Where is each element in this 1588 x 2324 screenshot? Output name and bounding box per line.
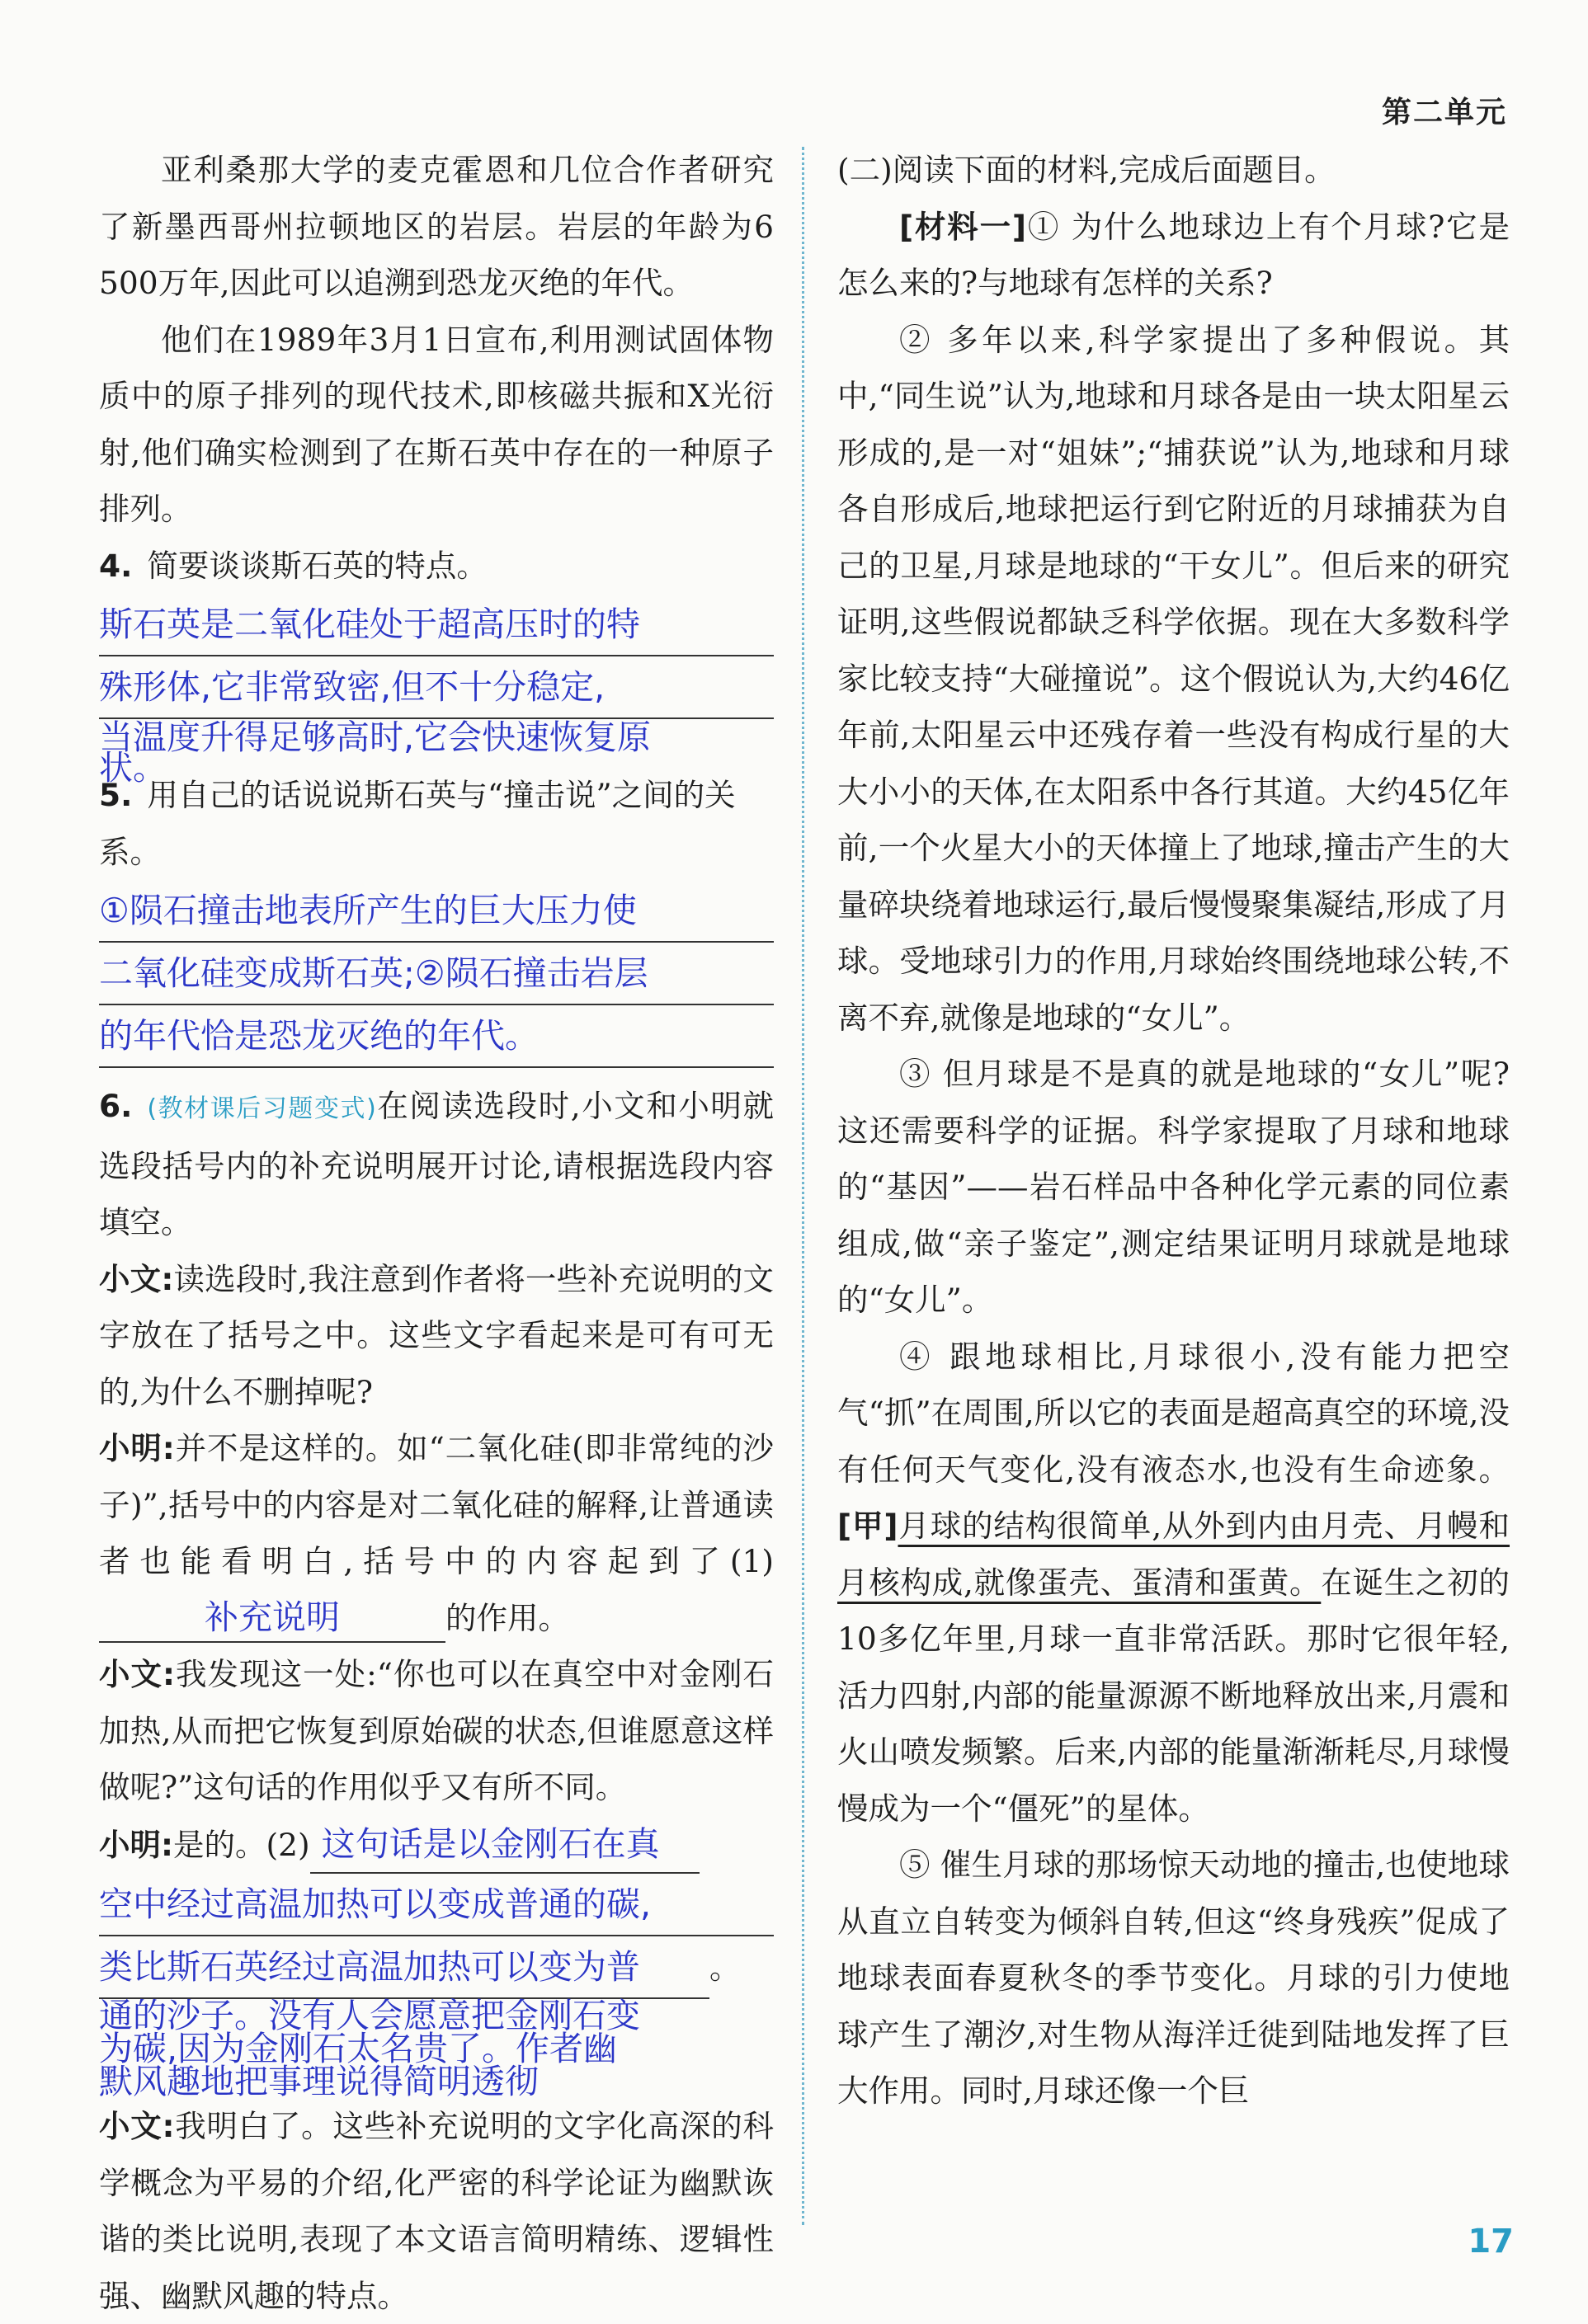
material-paragraph-5: ⑤ 催生月球的那场惊天动地的撞击,也使地球从直立自转变为倾斜自转,但这“终身残疾”促成了地球表面春夏秋冬的季节变化。月球的引力使地球产生了潮汐,对生物从海洋迁徙到陆地发挥了巨大作用。同时,月球还像一个巨: [837, 1846, 1510, 2109]
blank-2-line-1[interactable]: 这句话是以金刚石在真: [310, 1816, 700, 1875]
left-column: [99, 142, 774, 2324]
dialogue-text: 并不是这样的。如“二氧化硅(即非常纯的沙子)”,括号中的内容是对二氧化硅的解释,让普通读者也能看明白,括号中的内容起到了(1): [99, 1430, 774, 1579]
answer-line[interactable]: 殊形体,它非常致密,但不十分稳定,: [99, 656, 774, 719]
material-1-label: [材料一]: [899, 208, 1027, 245]
right-column: [837, 142, 1510, 2119]
answer-line[interactable]: 当温度升得足够高时,它会快速恢复原: [99, 717, 652, 757]
unit-header: 第二单元: [1381, 96, 1507, 129]
question-6: [99, 1078, 774, 2324]
page-number: 17: [1468, 2223, 1514, 2260]
answer-line[interactable]: 的年代恰是恐龙灭绝的年代。: [99, 1005, 774, 1068]
material-paragraph-1: ① 为什么地球边上有个月球?它是怎么来的?与地球有怎样的关系?: [837, 208, 1510, 301]
question-4: [99, 538, 774, 788]
answer-line[interactable]: ①陨石撞击地表所产生的巨大压力使: [99, 880, 774, 943]
column-divider: [802, 147, 804, 2225]
material-paragraph-4b: 在诞生之初的10多亿年里,月球一直非常活跃。那时它很年轻,活力四射,内部的能量源源不断地释放出来,月震和火山喷发频繁。后来,内部的能量渐渐耗尽,月球慢慢成为一个“僵死”的星体。: [837, 1564, 1510, 1827]
blank-1[interactable]: 补充说明: [99, 1593, 445, 1643]
dialogue-text: 我明白了。这些补充说明的文字化高深的科学概念为平易的介绍,化严密的科学论证为幽默诙谐的类比说明,表现了本文语言简明精练、逻辑性强、幽默风趣的特点。: [99, 2108, 775, 2314]
passage-paragraph-1: 亚利桑那大学的麦克霍恩和几位合作者研究了新墨西哥州拉顿地区的岩层。岩层的年龄为6 500万年,因此可以追溯到恐龙灭绝的年代。: [99, 152, 774, 301]
mark-jia: [甲]: [837, 1508, 898, 1544]
blank-2-line[interactable]: 空中经过高温加热可以变成普通的碳,: [99, 1874, 774, 1936]
material-paragraph-3: ③ 但月球是不是真的就是地球的“女儿”呢?这还需要科学的证据。科学家提取了月球和地球的“基因”——岩石样品中各种化学元素的同位素组成,做“亲子鉴定”,测定结果证明月球就是地球的“女儿”。: [837, 1056, 1510, 1318]
material-paragraph-2: ② 多年以来,科学家提出了多种假说。其中,“同生说”认为,地球和月球各是由一块太阳星云形成的,是一对“姐妹”;“捕获说”认为,地球和月球各自形成后,地球把运行到它附近的月球捕获为自己的卫星,月球是地球的“干女儿”。但后来的研究证明,这些假说都缺乏科学依据。现在大多数科学家比较支持“大碰撞说”。这个假说认为,大约46亿年前,太阳星云中还残存着一些没有构成行星的大大小小的天体,在太阳系中各行其道。大约45亿年前,一个火星大小的天体撞上了地球,撞击产生的大量碎块绕着地球运行,最后慢慢聚集凝结,形成了月球。受地球引力的作用,月球始终围绕地球公转,不离不弃,就像是地球的“女儿”。: [837, 321, 1510, 1036]
question-text: 用自己的话说说斯石英与“撞击说”之间的关系。: [99, 777, 736, 870]
answer-line[interactable]: 斯石英是二氧化硅处于超高压时的特: [99, 594, 774, 656]
dialogue-end: 。: [709, 1950, 741, 1986]
blank-2-line[interactable]: 类比斯石英经过高温加热可以变为普: [99, 1936, 709, 1999]
answer-line[interactable]: 状。: [99, 748, 167, 788]
section-intro: (二)阅读下面的材料,完成后面题目。: [837, 152, 1336, 188]
speaker-xiaoming: 小明:: [99, 1826, 173, 1863]
blank-2-line[interactable]: 通的沙子。没有人会愿意把金刚石变: [99, 1996, 640, 2035]
dialogue-text: 的作用。: [445, 1599, 569, 1636]
question-number: 4.: [99, 547, 133, 584]
question-number: 5.: [99, 777, 133, 813]
underlined-sentence-jia: 月球的结构很简单,从外到内由月壳、月幔和月核构成,就像蛋壳、蛋清和蛋黄。: [837, 1508, 1510, 1601]
speaker-xiaowen: 小文:: [99, 2108, 175, 2144]
question-tag: (教材课后习题变式): [147, 1094, 376, 1123]
question-text: 在阅读选段时,小文和小明就选段括号内的补充说明展开讨论,请根据选段内容填空。: [99, 1088, 774, 1240]
blank-2-line[interactable]: 为碳,因为金刚石太名贵了。作者幽: [99, 2029, 618, 2068]
speaker-xiaowen: 小文:: [99, 1656, 176, 1692]
speaker-xiaowen: 小文:: [99, 1260, 174, 1297]
question-text: 简要谈谈斯石英的特点。: [147, 547, 488, 584]
answer-line[interactable]: 二氧化硅变成斯石英;②陨石撞击岩层: [99, 943, 774, 1005]
dialogue-text: 我发现这一处:“你也可以在真空中对金刚石加热,从而把它恢复到原始碳的状态,但谁愿意这样做呢?”这句话的作用似乎又有所不同。: [99, 1656, 774, 1805]
dialogue-text: 是的。(2): [173, 1826, 310, 1863]
material-paragraph-4a: ④ 跟地球相比,月球很小,没有能力把空气“抓”在周围,所以它的表面是超高真空的环境,没有任何天气变化,没有液态水,也没有生命迹象。: [837, 1338, 1510, 1488]
question-5: [99, 767, 774, 1068]
blank-2-line[interactable]: 默风趣地把事理说得简明透彻: [99, 2062, 539, 2101]
speaker-xiaoming: 小明:: [99, 1430, 175, 1466]
question-number: 6.: [99, 1088, 133, 1124]
dialogue-text: 读选段时,我注意到作者将一些补充说明的文字放在了括号之中。这些文字看起来是可有可无的,为什么不删掉呢?: [99, 1260, 774, 1410]
passage-paragraph-2: 他们在1989年3月1日宣布,利用测试固体物质中的原子排列的现代技术,即核磁共振和X光衍射,他们确实检测到了在斯石英中存在的一种原子排列。: [99, 321, 774, 527]
